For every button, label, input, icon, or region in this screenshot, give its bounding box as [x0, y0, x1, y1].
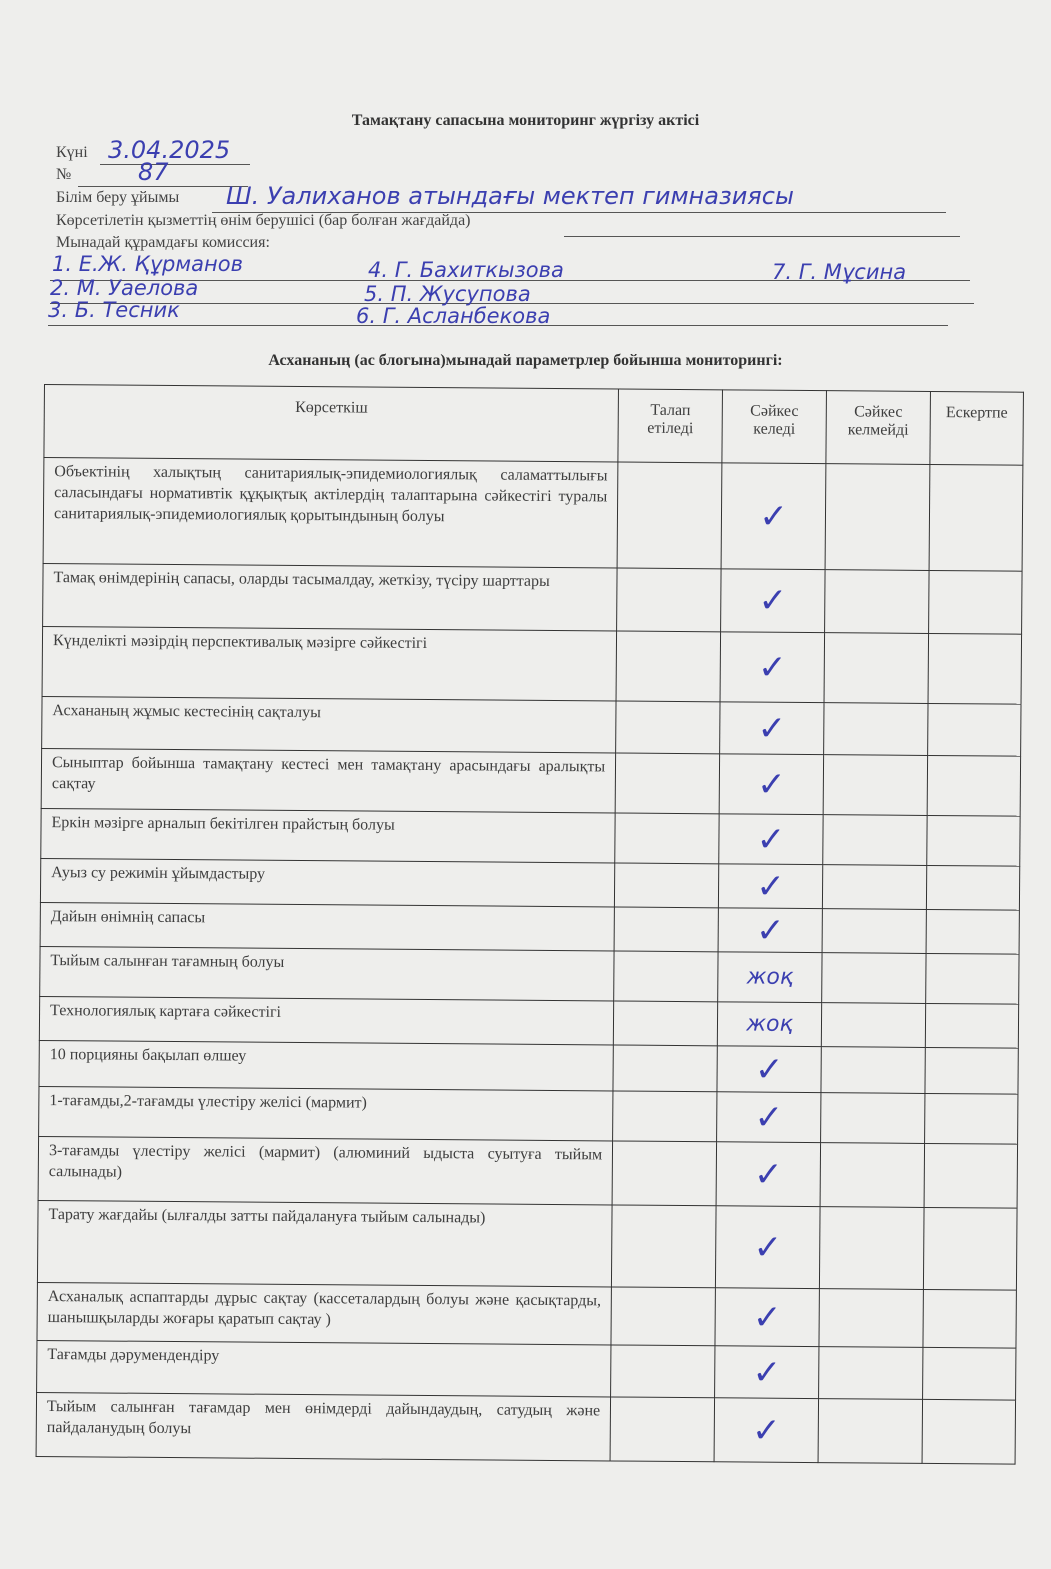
row-required	[617, 568, 721, 632]
row-complies-mark: ✓	[716, 1206, 821, 1289]
row-note	[923, 1289, 1016, 1348]
table-row	[39, 1040, 1018, 1094]
row-complies-mark: ✓	[719, 814, 823, 865]
row-not-complies	[825, 464, 930, 571]
row-indicator: Тағамды дәрумендендіру	[37, 1340, 612, 1397]
row-not-complies	[823, 755, 927, 816]
row-note	[923, 1207, 1017, 1290]
row-note	[922, 1399, 1016, 1464]
row-complies-mark: ✓	[718, 908, 822, 953]
commission-member: 5. П. Жусупова	[364, 282, 531, 306]
org-label: Білім беру ұйымы	[56, 189, 180, 206]
commission-label: Мынадай құрамдағы комиссия:	[56, 234, 270, 251]
number-value: 87	[138, 158, 169, 186]
commission-member: 6. Г. Асланбекова	[356, 304, 551, 328]
row-indicator: 3-тағамды үлестіру желісі (мармит) (алюминий ыдыста суытуға тыйым салынады)	[38, 1136, 613, 1205]
row-required	[611, 1287, 715, 1346]
row-indicator: Технологиялық картаға сәйкестігі	[39, 996, 614, 1045]
row-complies-mark: ✓	[715, 1346, 819, 1399]
row-note	[926, 953, 1019, 1004]
commission-member: 7. Г. Мұсина	[772, 260, 907, 284]
row-indicator: Асханалық аспаптарды дұрыс сақтау (кассеталардың болуы және қасықтарды, шанышқыларды жоғары қаратып сақтау )	[37, 1282, 612, 1345]
row-complies-mark: ✓	[714, 1398, 818, 1463]
commission-member: 3. Б. Тесник	[48, 298, 180, 322]
row-indicator: Тамақ өнімдерінің сапасы, оларды тасымалдау, жеткізу, түсіру шарттары	[43, 563, 618, 631]
row-required	[615, 863, 719, 908]
table-row	[42, 626, 1022, 704]
table-row	[39, 996, 1018, 1048]
org-value: Ш. Уалиханов атындағы мектеп гимназиясы	[226, 182, 794, 210]
row-required	[616, 701, 720, 754]
table-row	[37, 1282, 1016, 1348]
row-indicator: Тарату жағдайы (ылғалды затты пайдалануға тыйым салынады)	[37, 1200, 612, 1287]
row-not-complies	[824, 703, 928, 756]
row-note	[927, 755, 1020, 816]
row-complies-mark: ✓	[721, 569, 825, 633]
row-indicator: Еркін мәзірге арналып бекітілген прайстың болуы	[41, 808, 616, 863]
row-note	[923, 1347, 1016, 1400]
row-indicator: Дайын өнімнің сапасы	[40, 902, 615, 951]
row-complies-mark: жоқ	[718, 952, 822, 1003]
row-note	[928, 633, 1022, 704]
row-not-complies	[822, 953, 926, 1004]
row-complies-mark: ✓	[721, 463, 826, 570]
row-note	[929, 464, 1023, 571]
table-header-row	[44, 385, 1024, 466]
date-label: Күні	[56, 144, 88, 161]
table-row	[39, 1086, 1018, 1144]
row-note	[926, 909, 1019, 954]
row-required	[614, 951, 718, 1002]
row-required	[614, 1001, 718, 1046]
document-title: Тамақтану сапасына мониторинг жүргізу актісі	[351, 112, 700, 129]
commission-member: 2. М. Уаелова	[50, 276, 199, 300]
row-not-complies	[821, 1093, 925, 1144]
row-note	[926, 865, 1019, 910]
row-required	[611, 1345, 715, 1398]
header-not-complies: Сәйкес келмейді	[826, 391, 931, 465]
row-not-complies	[823, 815, 927, 866]
row-note	[925, 1047, 1018, 1094]
row-not-complies	[819, 1289, 923, 1348]
table-row	[42, 696, 1021, 756]
table-row	[41, 808, 1020, 866]
table-row	[43, 458, 1023, 572]
row-complies-mark: жоқ	[717, 1002, 821, 1047]
row-complies-mark: ✓	[720, 632, 824, 703]
commission-member: 4. Г. Бахиткызова	[368, 258, 564, 282]
row-required	[613, 1045, 717, 1092]
row-note	[928, 703, 1021, 756]
row-indicator: Күнделікті мәзірдің перспективалық мәзірге сәйкестігі	[42, 626, 617, 701]
row-not-complies	[818, 1399, 922, 1464]
header-indicator: Көрсеткіш	[44, 385, 619, 463]
row-note	[925, 1093, 1018, 1144]
row-indicator: Тыйым салынған тағамдар мен өнімдерді дайындаудың, сатудың және пайдаланудың болуы	[36, 1392, 611, 1461]
table-row	[43, 563, 1022, 634]
row-indicator: Асхананың жұмыс кестесінің сақталуы	[42, 696, 617, 753]
row-not-complies	[819, 1207, 924, 1290]
row-required	[613, 1091, 717, 1142]
provider-label: Көрсетілетін қызметтің өнім берушісі (бар болған жағдайда)	[56, 212, 471, 229]
row-complies-mark: ✓	[715, 1288, 819, 1347]
row-complies-mark: ✓	[720, 702, 824, 755]
table-row	[41, 748, 1020, 816]
row-required	[612, 1141, 716, 1206]
row-complies-mark: ✓	[716, 1142, 820, 1207]
monitoring-table	[36, 384, 1024, 1465]
row-note	[925, 1003, 1018, 1048]
row-note	[929, 570, 1023, 634]
table-row	[40, 902, 1019, 954]
row-complies-mark: ✓	[717, 1046, 821, 1093]
row-complies-mark: ✓	[719, 754, 823, 815]
date-line	[100, 164, 250, 165]
header-note: Ескертпе	[930, 391, 1024, 465]
table-row	[40, 858, 1019, 910]
commission-member: 1. Е.Ж. Құрманов	[52, 252, 243, 276]
table-row	[37, 1200, 1017, 1290]
row-not-complies	[821, 1047, 925, 1094]
row-not-complies	[822, 865, 926, 910]
number-label: №	[56, 166, 72, 183]
provider-line	[564, 236, 960, 237]
row-not-complies	[824, 633, 928, 704]
table-row	[40, 946, 1019, 1004]
header-complies: Сәйкес келеді	[722, 390, 826, 464]
row-required	[615, 753, 719, 814]
row-not-complies	[819, 1347, 923, 1400]
row-note	[924, 1143, 1018, 1208]
table-row	[37, 1340, 1016, 1400]
table-row	[38, 1136, 1017, 1208]
row-indicator: 10 порцияны бақылап өлшеу	[39, 1040, 614, 1091]
row-required	[615, 813, 719, 864]
row-indicator: Сыныптар бойынша тамақтану кестесі мен тамақтану арасындағы аралықты сақтау	[41, 748, 616, 813]
row-required	[612, 1205, 717, 1288]
row-not-complies	[825, 570, 929, 634]
row-indicator: 1-тағамды,2-тағамды үлестіру желісі (мармит)	[39, 1086, 614, 1141]
row-required	[614, 907, 718, 952]
row-indicator: Тыйым салынған тағамның болуы	[40, 946, 615, 1001]
row-required	[617, 462, 722, 569]
header-required: Талап етіледі	[618, 389, 722, 463]
row-complies-mark: ✓	[717, 1092, 821, 1143]
row-required	[616, 631, 720, 702]
table-subtitle: Асхананың (ас блогына)мынадай параметрлер бойынша мониторингі:	[268, 352, 783, 369]
row-not-complies	[822, 909, 926, 954]
number-line	[78, 186, 248, 187]
row-indicator: Ауыз су режимін ұйымдастыру	[40, 858, 615, 907]
row-complies-mark: ✓	[719, 864, 823, 909]
row-not-complies	[820, 1143, 924, 1208]
table-row	[36, 1392, 1015, 1464]
row-not-complies	[821, 1003, 925, 1048]
row-note	[927, 815, 1020, 866]
row-required	[610, 1397, 714, 1462]
date-value: 3.04.2025	[108, 136, 231, 164]
row-indicator: Объектінің халықтың санитариялық-эпидемиологиялық саламаттылығы саласындағы нормативтік құқықтық актілердің талаптарына сәйкестігі туралы санитариялық-эпидемиологиялық қорытындының болуы	[43, 458, 618, 569]
